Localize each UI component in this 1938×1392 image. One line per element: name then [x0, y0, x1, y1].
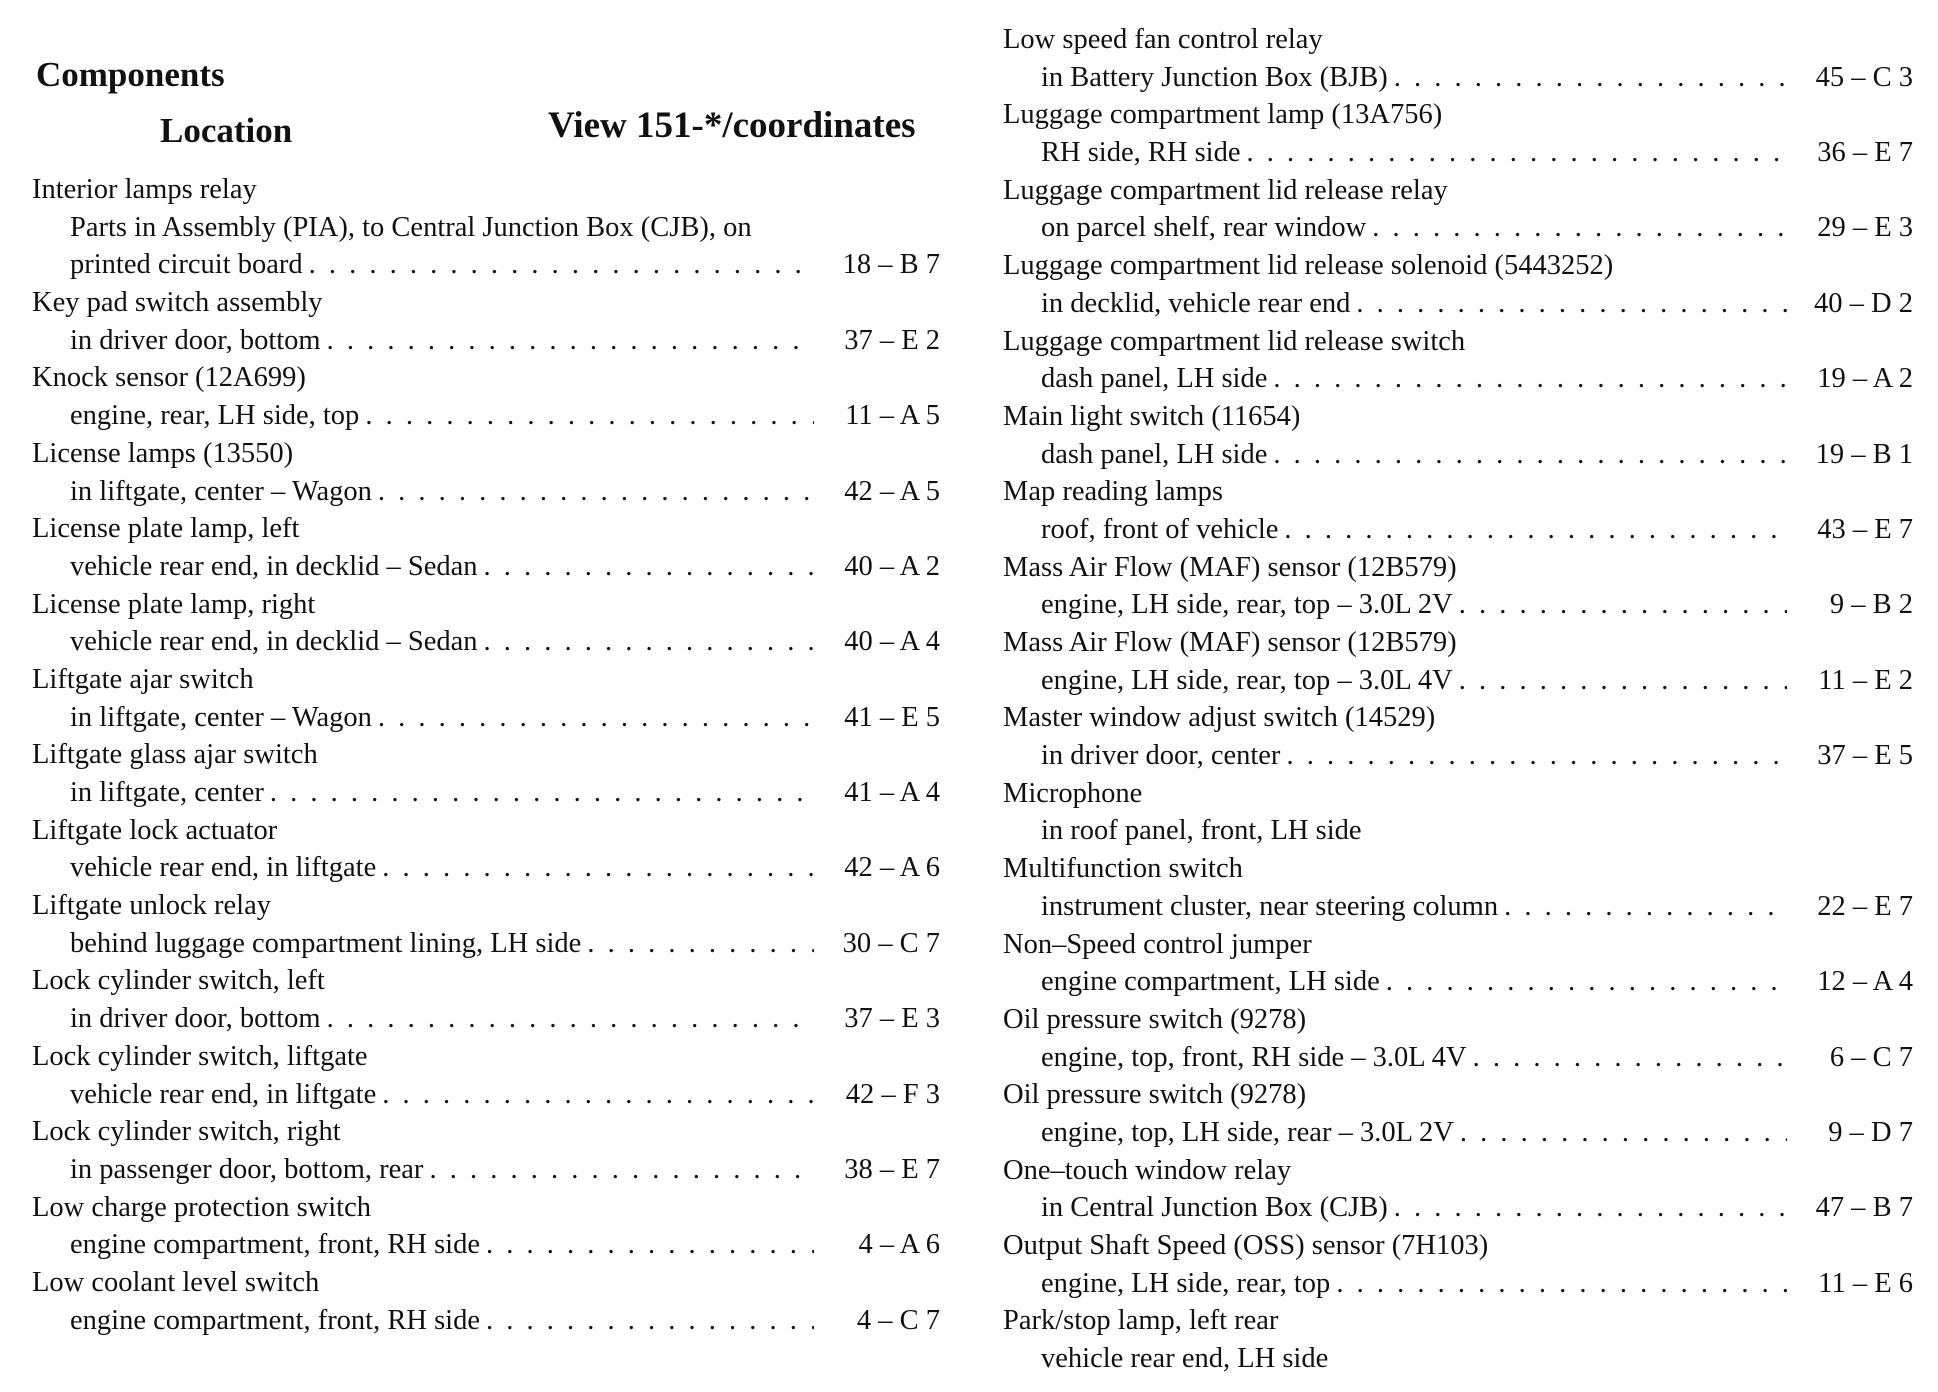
component-entry — [1003, 1001, 1913, 1076]
component-entry — [32, 1264, 940, 1339]
component-entry — [32, 736, 940, 811]
dot-leader — [382, 849, 814, 887]
view-coordinate-ref: 40 – A 4 — [844, 626, 940, 658]
component-location: behind luggage compartment lining, LH side — [70, 927, 582, 959]
component-entry — [1003, 247, 1913, 322]
component-location: vehicle rear end, LH side — [1041, 1343, 1329, 1375]
dot-leader — [1336, 1265, 1787, 1303]
component-entry — [32, 586, 940, 661]
view-coordinate-ref: 47 – B 7 — [1815, 1192, 1913, 1224]
component-name: License lamps (13550) — [32, 437, 294, 469]
view-coordinate-ref: 18 – B 7 — [842, 249, 940, 281]
component-location: in liftgate, center — [70, 777, 264, 808]
component-entry — [1003, 1302, 1913, 1377]
view-coordinate-ref: 41 – A 4 — [844, 777, 940, 808]
component-name: Liftgate lock actuator — [32, 814, 278, 846]
view-coordinate-ref: 38 – E 7 — [844, 1153, 940, 1185]
dot-leader — [486, 1302, 814, 1340]
component-location: engine, LH side, rear, top – 3.0L 4V — [1041, 664, 1453, 696]
dot-leader — [1473, 1039, 1787, 1077]
view-coordinates-column-heading: View 151-*/coordinates — [548, 105, 916, 146]
component-entry — [32, 887, 940, 962]
component-location: engine, top, front, RH side – 3.0L 4V — [1041, 1041, 1467, 1073]
dot-leader — [378, 473, 814, 511]
component-name: Liftgate glass ajar switch — [32, 739, 318, 771]
component-name: One–touch window relay — [1003, 1154, 1292, 1186]
component-entry — [1003, 926, 1913, 1001]
component-location: vehicle rear end, in liftgate — [70, 852, 377, 884]
component-location: in passenger door, bottom, rear — [70, 1153, 424, 1185]
component-location: instrument cluster, near steering column — [1041, 890, 1499, 922]
dot-leader — [1286, 737, 1787, 775]
dot-leader — [1394, 1189, 1787, 1227]
dot-leader — [309, 246, 814, 284]
component-entry — [32, 171, 940, 284]
right-component-column — [1003, 21, 1913, 1378]
component-location: in roof panel, front, LH side — [1041, 815, 1362, 847]
dot-leader — [327, 322, 814, 360]
component-name: Map reading lamps — [1003, 476, 1224, 508]
component-entry — [1003, 850, 1913, 925]
component-entry — [32, 1038, 940, 1113]
dot-leader — [327, 1000, 814, 1038]
component-name: License plate lamp, left — [32, 513, 300, 545]
component-name: Lock cylinder switch, liftgate — [32, 1040, 368, 1072]
component-name: Luggage compartment lid release solenoid (5443252) — [1003, 250, 1614, 282]
component-location: in Battery Junction Box (BJB) — [1041, 61, 1388, 93]
view-coordinate-ref: 29 – E 3 — [1817, 212, 1913, 244]
component-location: in decklid, vehicle rear end — [1041, 287, 1351, 319]
component-name: Lock cylinder switch, right — [32, 1116, 341, 1148]
component-entry — [32, 359, 940, 434]
component-location: in driver door, bottom — [70, 324, 321, 356]
view-coordinate-ref: 42 – A 5 — [844, 475, 940, 507]
view-coordinate-ref: 42 – A 6 — [844, 852, 940, 884]
component-location: in liftgate, center – Wagon — [70, 701, 372, 733]
component-name: Oil pressure switch (9278) — [1003, 1079, 1307, 1111]
component-entry — [32, 435, 940, 510]
dot-leader — [587, 925, 814, 963]
component-entry — [32, 1113, 940, 1188]
dot-leader — [429, 1151, 814, 1189]
view-coordinate-ref: 40 – D 2 — [1814, 287, 1913, 319]
component-name: Knock sensor (12A699) — [32, 362, 306, 394]
dot-leader — [365, 397, 814, 435]
dot-leader — [1504, 888, 1787, 926]
component-location: in liftgate, center – Wagon — [70, 475, 372, 507]
component-location: printed circuit board — [70, 249, 303, 281]
component-name: Multifunction switch — [1003, 853, 1243, 885]
view-coordinate-ref: 12 – A 4 — [1817, 966, 1913, 998]
component-entry — [32, 284, 940, 359]
component-entry — [1003, 172, 1913, 247]
dot-leader — [1273, 360, 1787, 398]
view-coordinate-ref: 37 – E 2 — [844, 324, 940, 356]
dot-leader — [1386, 963, 1787, 1001]
component-entry — [1003, 21, 1913, 96]
dot-leader — [1459, 586, 1787, 624]
component-location: engine compartment, LH side — [1041, 966, 1380, 998]
component-entry — [1003, 1152, 1913, 1227]
dot-leader — [1247, 134, 1788, 172]
view-coordinate-ref: 9 – D 7 — [1828, 1116, 1913, 1148]
component-entry — [1003, 96, 1913, 171]
component-location-line: Parts in Assembly (PIA), to Central Junction Box (CJB), on — [70, 211, 752, 243]
component-location: vehicle rear end, in decklid – Sedan — [70, 550, 478, 582]
component-location: dash panel, LH side — [1041, 438, 1268, 470]
component-entry — [1003, 775, 1913, 850]
component-entry — [1003, 549, 1913, 624]
component-name: Lock cylinder switch, left — [32, 965, 325, 997]
component-location: engine, rear, LH side, top — [70, 400, 360, 432]
view-coordinate-ref: 30 – C 7 — [842, 927, 940, 959]
component-location: vehicle rear end, in liftgate — [70, 1078, 377, 1110]
component-location: engine compartment, front, RH side — [70, 1304, 480, 1336]
component-entry — [1003, 699, 1913, 774]
component-location: in driver door, center — [1041, 740, 1281, 772]
view-coordinate-ref: 43 – E 7 — [1817, 513, 1913, 545]
view-coordinate-ref: 41 – E 5 — [844, 701, 940, 733]
view-coordinate-ref: 37 – E 5 — [1817, 740, 1913, 772]
component-location: roof, front of vehicle — [1041, 513, 1279, 545]
component-name: Output Shaft Speed (OSS) sensor (7H103) — [1003, 1230, 1489, 1261]
component-location: RH side, RH side — [1041, 137, 1241, 169]
component-location: in driver door, bottom — [70, 1003, 321, 1035]
dot-leader — [484, 548, 814, 586]
dot-leader — [378, 699, 814, 737]
view-coordinate-ref: 11 – E 6 — [1818, 1267, 1913, 1299]
view-coordinate-ref: 11 – E 2 — [1818, 664, 1913, 696]
dot-leader — [1284, 511, 1787, 549]
view-coordinate-ref: 11 – A 5 — [845, 400, 940, 432]
view-coordinate-ref: 42 – F 3 — [845, 1078, 940, 1110]
view-coordinate-ref: 45 – C 3 — [1815, 61, 1913, 93]
component-entry — [32, 962, 940, 1037]
page-title: Components — [36, 55, 225, 94]
component-entry — [32, 510, 940, 585]
component-location: in Central Junction Box (CJB) — [1041, 1192, 1388, 1224]
component-name: Mass Air Flow (MAF) sensor (12B579) — [1003, 551, 1457, 583]
component-location: dash panel, LH side — [1041, 363, 1268, 395]
component-location: vehicle rear end, in decklid – Sedan — [70, 626, 478, 658]
component-entry — [1003, 1076, 1913, 1151]
component-location: engine compartment, front, RH side — [70, 1229, 480, 1261]
component-name: License plate lamp, right — [32, 588, 316, 620]
component-location: engine, LH side, rear, top – 3.0L 2V — [1041, 589, 1453, 621]
dot-leader — [486, 1226, 814, 1264]
component-name: Low coolant level switch — [32, 1266, 320, 1298]
view-coordinate-ref: 37 – E 3 — [844, 1003, 940, 1035]
component-entry — [1003, 473, 1913, 548]
dot-leader — [1356, 285, 1787, 323]
component-name: Liftgate ajar switch — [32, 663, 254, 695]
component-location: on parcel shelf, rear window — [1041, 212, 1367, 244]
component-name: Main light switch (11654) — [1003, 400, 1301, 432]
component-name: Liftgate unlock relay — [32, 890, 271, 922]
component-name: Luggage compartment lid release switch — [1003, 325, 1466, 357]
view-coordinate-ref: 36 – E 7 — [1817, 137, 1913, 169]
component-name: Oil pressure switch (9278) — [1003, 1003, 1307, 1035]
dot-leader — [484, 623, 814, 661]
left-component-column — [32, 171, 940, 1339]
view-coordinate-ref: 9 – B 2 — [1829, 589, 1913, 621]
component-entry — [1003, 323, 1913, 398]
view-coordinate-ref: 40 – A 2 — [844, 550, 940, 582]
component-name: Microphone — [1003, 777, 1143, 809]
component-name: Non–Speed control jumper — [1003, 928, 1312, 960]
view-coordinate-ref: 4 – C 7 — [856, 1304, 940, 1336]
dot-leader — [1460, 1114, 1787, 1152]
component-name: Park/stop lamp, left rear — [1003, 1305, 1279, 1337]
dot-leader — [1372, 209, 1787, 247]
component-entry — [32, 661, 940, 736]
dot-leader — [1394, 59, 1787, 97]
dot-leader — [1273, 436, 1787, 474]
component-name: Interior lamps relay — [32, 174, 257, 205]
component-name: Master window adjust switch (14529) — [1003, 702, 1436, 734]
component-name: Luggage compartment lamp (13A756) — [1003, 99, 1443, 131]
view-coordinate-ref: 6 – C 7 — [1829, 1041, 1913, 1073]
view-coordinate-ref: 4 – A 6 — [858, 1229, 940, 1261]
component-location: engine, top, LH side, rear – 3.0L 2V — [1041, 1116, 1454, 1148]
dot-leader — [270, 774, 814, 812]
component-name: Mass Air Flow (MAF) sensor (12B579) — [1003, 627, 1457, 658]
dot-leader — [382, 1076, 814, 1114]
component-entry — [1003, 398, 1913, 473]
component-entry — [1003, 1227, 1913, 1302]
component-entry — [32, 812, 940, 887]
dot-leader — [1459, 662, 1787, 700]
component-name: Luggage compartment lid release relay — [1003, 174, 1448, 206]
location-column-heading: Location — [160, 111, 293, 150]
view-coordinate-ref: 19 – A 2 — [1817, 363, 1913, 395]
view-coordinate-ref: 19 – B 1 — [1815, 438, 1913, 470]
component-name: Low speed fan control relay — [1003, 24, 1323, 55]
component-entry — [32, 1189, 940, 1264]
component-name: Key pad switch assembly — [32, 287, 323, 319]
view-coordinate-ref: 22 – E 7 — [1817, 890, 1913, 922]
component-entry — [1003, 624, 1913, 699]
component-name: Low charge protection switch — [32, 1191, 371, 1223]
component-location: engine, LH side, rear, top — [1041, 1267, 1331, 1299]
